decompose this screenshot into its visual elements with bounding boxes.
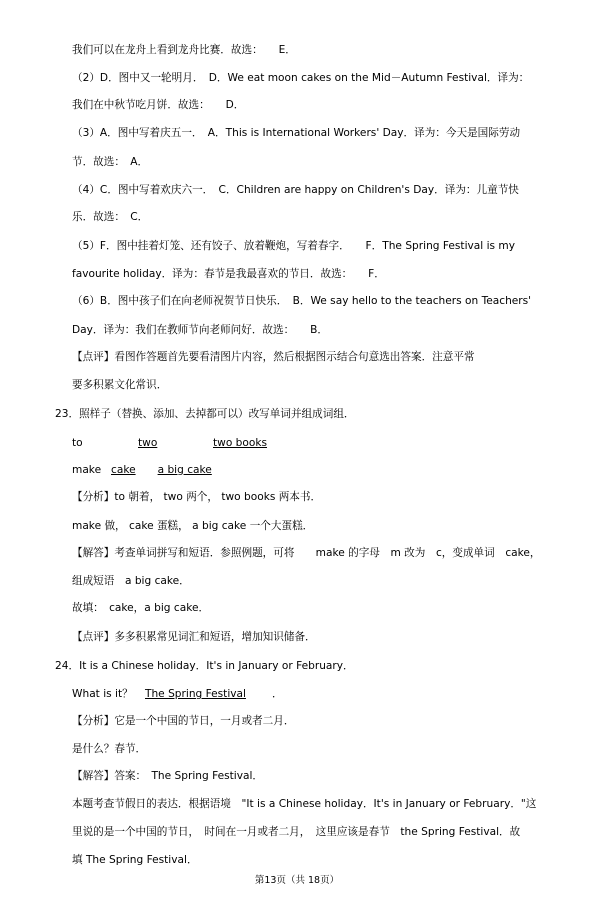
analysis-23: 【分析】to 朝着， two 两个， two books 两本书． — [72, 491, 322, 503]
question-24-period: ． — [272, 688, 283, 700]
page-footer: 第13页（共 18页） — [254, 875, 340, 886]
comment-line-1: 【点评】看图作答题首先要看清图片内容，然后根据图示结合句意选出答案．注意平常 — [72, 351, 475, 363]
text-line-2: （2）D．图中又一轮明月． D．We eat moon cakes on the Mid－Autumn Festival．译为： — [72, 72, 530, 84]
text-line-6: （4）C．图中写着欢庆六一． C．Children are happy on Children's Day．译为：儿童节快 — [72, 184, 519, 196]
text-line-8: （5）F．图中挂着灯笼、还有饺子、放着鞭炮，写着春字． F．The Spring Festival is my — [72, 240, 516, 252]
question-24-prompt: What is it？ — [72, 688, 133, 700]
solution-24-explain-3: 填 The Spring Festival． — [72, 854, 198, 866]
text-line-11: Day．译为：我们在教师节向老师问好．故选： B． — [72, 324, 328, 336]
comment-line-2: 要多积累文化常识． — [72, 379, 168, 391]
question-24-heading: 24．It is a Chinese holiday．It's in January or February． — [55, 660, 354, 672]
text-line-10: （6）B．图中孩子们在向老师祝贺节日快乐． B．We say hello to the teachers on Teachers' — [72, 295, 532, 307]
answer-word-make: make — [72, 464, 102, 476]
text-line-1: 我们可以在龙舟上看到龙舟比赛．故选： E． — [72, 44, 296, 56]
answer-blank — [100, 463, 222, 477]
example-phrase-two-books: two books — [213, 437, 268, 449]
analysis-24: 【分析】它是一个中国的节日，一月或者二月． — [72, 715, 295, 727]
answer-word-cake: cake — [111, 464, 136, 476]
solution-23-cont: 组成短语 a big cake． — [72, 575, 190, 587]
example-word-two: two — [138, 437, 158, 449]
text-line-4: （3）A．图中写着庆五一． A．This is International Workers' Day．译为：今天是国际劳动 — [72, 127, 521, 139]
fill-answer-23: 故填： cake，a big cake． — [72, 602, 210, 614]
solution-24: 【解答】答案： The Spring Festival． — [72, 770, 264, 782]
solution-24-explain-2: 里说的是一个中国的节日， 时间在一月或者二月， 这里应该是春节 the Spring Festival．故 — [72, 826, 521, 838]
text-line-7: 乐．故选： C． — [72, 211, 149, 223]
question-24-answer: The Spring Festival — [145, 688, 246, 700]
comment-23: 【点评】多多积累常见词汇和短语，增加知识储备． — [72, 631, 316, 643]
question-23-heading: 23．照样子（替换、添加、去掉都可以）改写单词并组成词组． — [55, 408, 355, 420]
example-word-to: to — [72, 437, 83, 449]
analysis-23-cont: make 做， cake 蛋糕， a big cake 一个大蛋糕． — [72, 520, 314, 532]
question-24-blank — [134, 687, 269, 701]
text-line-9: favourite holiday．译为：春节是我最喜欢的节日．故选： F． — [72, 268, 385, 280]
answer-phrase-a-big-cake: a big cake — [157, 464, 212, 476]
solution-23: 【解答】考查单词拼写和短语．参照例题，可将 make 的字母 m 改为 c，变成单词 cake， — [72, 547, 541, 559]
solution-24-explain-1: 本题考查节假日的表达．根据语境 "It is a Chinese holiday．It's in January or February．"这 — [72, 798, 537, 810]
analysis-24-cont: 是什么？春节． — [72, 743, 147, 755]
text-line-3: 我们在中秋节吃月饼．故选： D． — [72, 99, 245, 111]
text-line-5: 节．故选： A． — [72, 156, 149, 168]
